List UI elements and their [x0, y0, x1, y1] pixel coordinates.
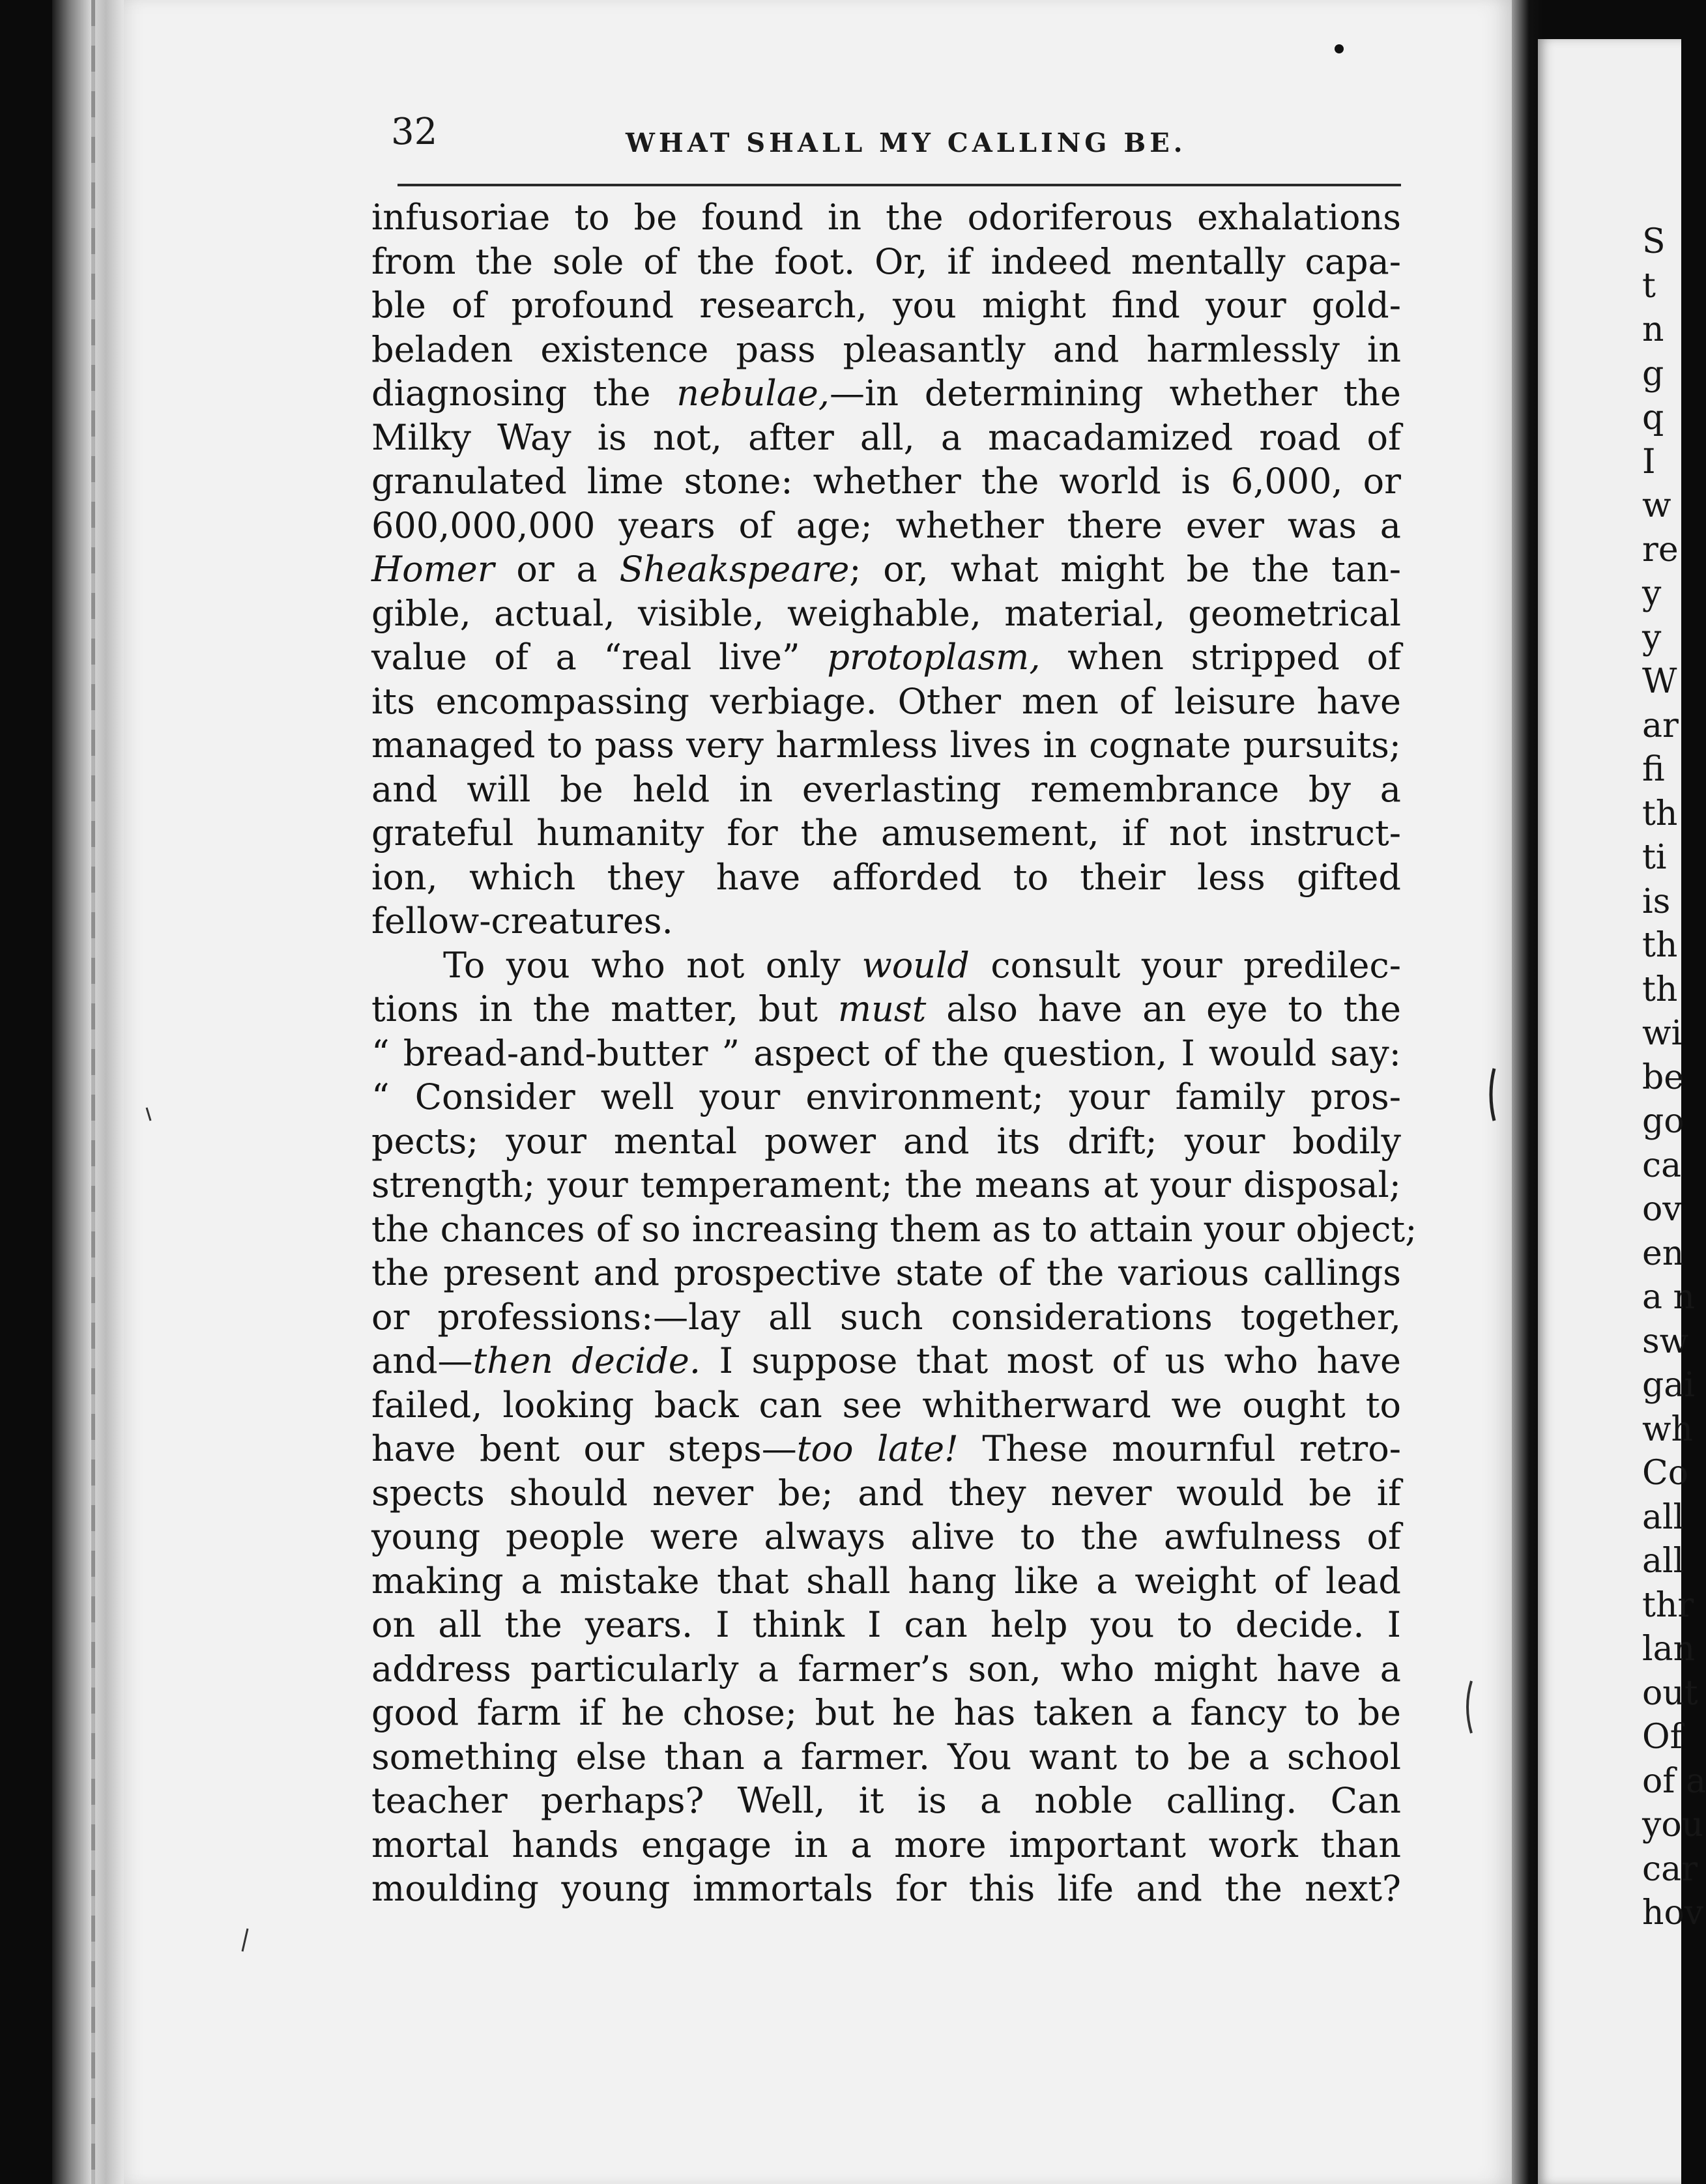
facing-page-line-fragment: ti	[1642, 838, 1667, 877]
text-line: fellow-creatures.	[371, 900, 673, 941]
text-line: failed, looking back can see whitherward we ought to	[371, 1384, 1401, 1426]
facing-page-line-fragment: a n	[1642, 1278, 1696, 1317]
text-line: address particularly a farmer’s son, who might have a	[371, 1648, 1401, 1689]
facing-page-line-fragment: out	[1642, 1673, 1698, 1713]
facing-page-line-fragment: hov	[1642, 1893, 1704, 1933]
facing-page-line-fragment: th	[1642, 926, 1678, 965]
text-line: teacher perhaps? Well, it is a noble calling. Can	[371, 1780, 1401, 1821]
text-line: the chances of so increasing them as to attain your object;	[371, 1208, 1417, 1250]
italic-term: too late!	[796, 1428, 959, 1469]
text-line: strength; your temperament; the means at your disposal;	[371, 1164, 1401, 1205]
facing-page-line-fragment: gai	[1642, 1366, 1695, 1405]
facing-page-line-fragment: n	[1642, 310, 1664, 349]
facing-page-line-fragment: is	[1642, 882, 1671, 921]
facing-page-line-fragment: all	[1642, 1542, 1684, 1581]
facing-page-line-fragment: ar	[1642, 706, 1679, 745]
text-line: and—then decide. I suppose that most of us who have	[371, 1340, 1401, 1381]
facing-page-line-fragment: S	[1642, 222, 1666, 261]
facing-page-line-fragment: go	[1642, 1102, 1684, 1141]
text-line: or professions:—lay all such considerations together,	[371, 1296, 1401, 1338]
text-line: beladen existence pass pleasantly and harmlessly in	[371, 328, 1401, 370]
facing-page-line-fragment: car	[1642, 1849, 1698, 1889]
text-line: diagnosing the nebulae,—in determining whether the	[371, 373, 1401, 414]
text-line: spects should never be; and they never would be if	[371, 1472, 1401, 1514]
paragraph-2	[371, 943, 1417, 1911]
body-text	[371, 195, 1417, 1911]
italic-term: Sheakspeare	[619, 549, 850, 590]
facing-page-line-fragment: g	[1642, 354, 1664, 394]
text-line: tions in the matter, but must also have an eye to the	[371, 988, 1401, 1029]
text-line: mortal hands engage in a more important work than	[371, 1824, 1401, 1865]
text-line: and will be held in everlasting remembrance by a	[371, 768, 1401, 810]
facing-page-line-fragment: t	[1642, 266, 1656, 306]
text-line: 600,000,000 years of age; whether there ever was a	[371, 504, 1401, 546]
italic-term: then decide.	[472, 1340, 701, 1381]
text-line: ion, which they have afforded to their less gifted	[371, 856, 1401, 898]
text-line: its encompassing verbiage. Other men of leisure have	[371, 680, 1401, 722]
facing-page-line-fragment: w	[1642, 486, 1671, 525]
facing-page-line-fragment: ca	[1642, 1145, 1682, 1185]
facing-page-line-fragment: of a	[1642, 1761, 1706, 1801]
facing-page-line-fragment: wi	[1642, 1014, 1683, 1053]
facing-page-line-fragment: W	[1642, 662, 1677, 701]
text-line: granulated lime stone: whether the world is 6,000, or	[371, 461, 1401, 502]
page-header	[391, 111, 1368, 163]
text-line: To you who not only would consult your predilec-	[443, 944, 1401, 986]
text-line: good farm if he chose; but he has taken a fancy to be	[371, 1692, 1401, 1733]
text-line: ble of profound research, you might find your gold-	[371, 285, 1401, 326]
facing-page-line-fragment: thr	[1642, 1585, 1694, 1625]
facing-page-line-fragment: re	[1642, 530, 1679, 569]
text-line: infusoriae to be found in the odoriferous exhalations	[371, 197, 1401, 238]
text-line: Milky Way is not, after all, a macadamized road of	[371, 416, 1401, 458]
running-head: WHAT SHALL MY CALLING BE.	[626, 128, 1187, 158]
facing-page-line-fragment: y	[1642, 618, 1662, 657]
facing-page-line-fragment: q	[1642, 398, 1664, 437]
facing-page-line-fragment: wh	[1642, 1409, 1693, 1449]
facing-page-line-fragment: th	[1642, 970, 1678, 1009]
facing-page-fragment	[1538, 39, 1706, 2184]
facing-page-line-fragment: sw	[1642, 1321, 1689, 1361]
text-line: pects; your mental power and its drift; your bodily	[371, 1120, 1401, 1162]
facing-page-line-fragment: you	[1642, 1805, 1704, 1845]
italic-term: would	[861, 944, 970, 986]
text-line: on all the years. I think I can help you to decide. I	[371, 1604, 1401, 1645]
text-line: something else than a farmer. You want to be a school	[371, 1736, 1401, 1777]
facing-page-line-fragment: lan	[1642, 1630, 1696, 1669]
facing-page-line-fragment: all	[1642, 1497, 1684, 1537]
text-line: value of a “real live” protoplasm, when stripped of	[371, 637, 1401, 678]
text-line: gible, actual, visible, weighable, material, geometrical	[371, 592, 1401, 634]
text-line: “ bread-and-butter ” aspect of the question, I would say:	[371, 1032, 1401, 1074]
italic-term: nebulae,	[676, 373, 830, 414]
text-line: Homer or a Sheakspeare; or, what might be the tan-	[371, 549, 1401, 590]
text-line: have bent our steps—too late! These mournful retro-	[371, 1428, 1401, 1469]
text-line: managed to pass very harmless lives in cognate pursuits;	[371, 725, 1401, 766]
text-line: young people were always alive to the awfulness of	[371, 1516, 1401, 1557]
facing-page-line-fragment: fi	[1642, 750, 1665, 789]
text-line: from the sole of the foot. Or, if indeed mentally capa-	[371, 240, 1401, 282]
italic-term: must	[837, 988, 927, 1029]
facing-page-line-fragment: ov	[1642, 1190, 1682, 1229]
facing-page-line-fragment: Co	[1642, 1454, 1689, 1493]
italic-term: protoplasm,	[827, 637, 1041, 678]
text-line: the present and prospective state of the various callings	[371, 1252, 1401, 1293]
facing-page-line-fragment: be	[1642, 1057, 1684, 1097]
text-line: “ Consider well your environment; your family pros-	[371, 1076, 1401, 1117]
text-line: making a mistake that shall hang like a weight of lead	[371, 1560, 1401, 1602]
page-number: 32	[391, 111, 438, 153]
facing-page-line-fragment: en	[1642, 1233, 1684, 1273]
facing-page-line-fragment: Of	[1642, 1717, 1683, 1757]
paragraph-1	[371, 195, 1401, 943]
text-line: grateful humanity for the amusement, if not instruct-	[371, 812, 1401, 854]
text-line: moulding young immortals for this life and the next?	[371, 1868, 1401, 1909]
facing-page-line-fragment: th	[1642, 794, 1678, 833]
header-rule	[398, 184, 1401, 186]
facing-page-line-fragment: y	[1642, 574, 1662, 613]
italic-term: Homer	[371, 549, 495, 590]
facing-page-line-fragment: I	[1642, 442, 1656, 481]
